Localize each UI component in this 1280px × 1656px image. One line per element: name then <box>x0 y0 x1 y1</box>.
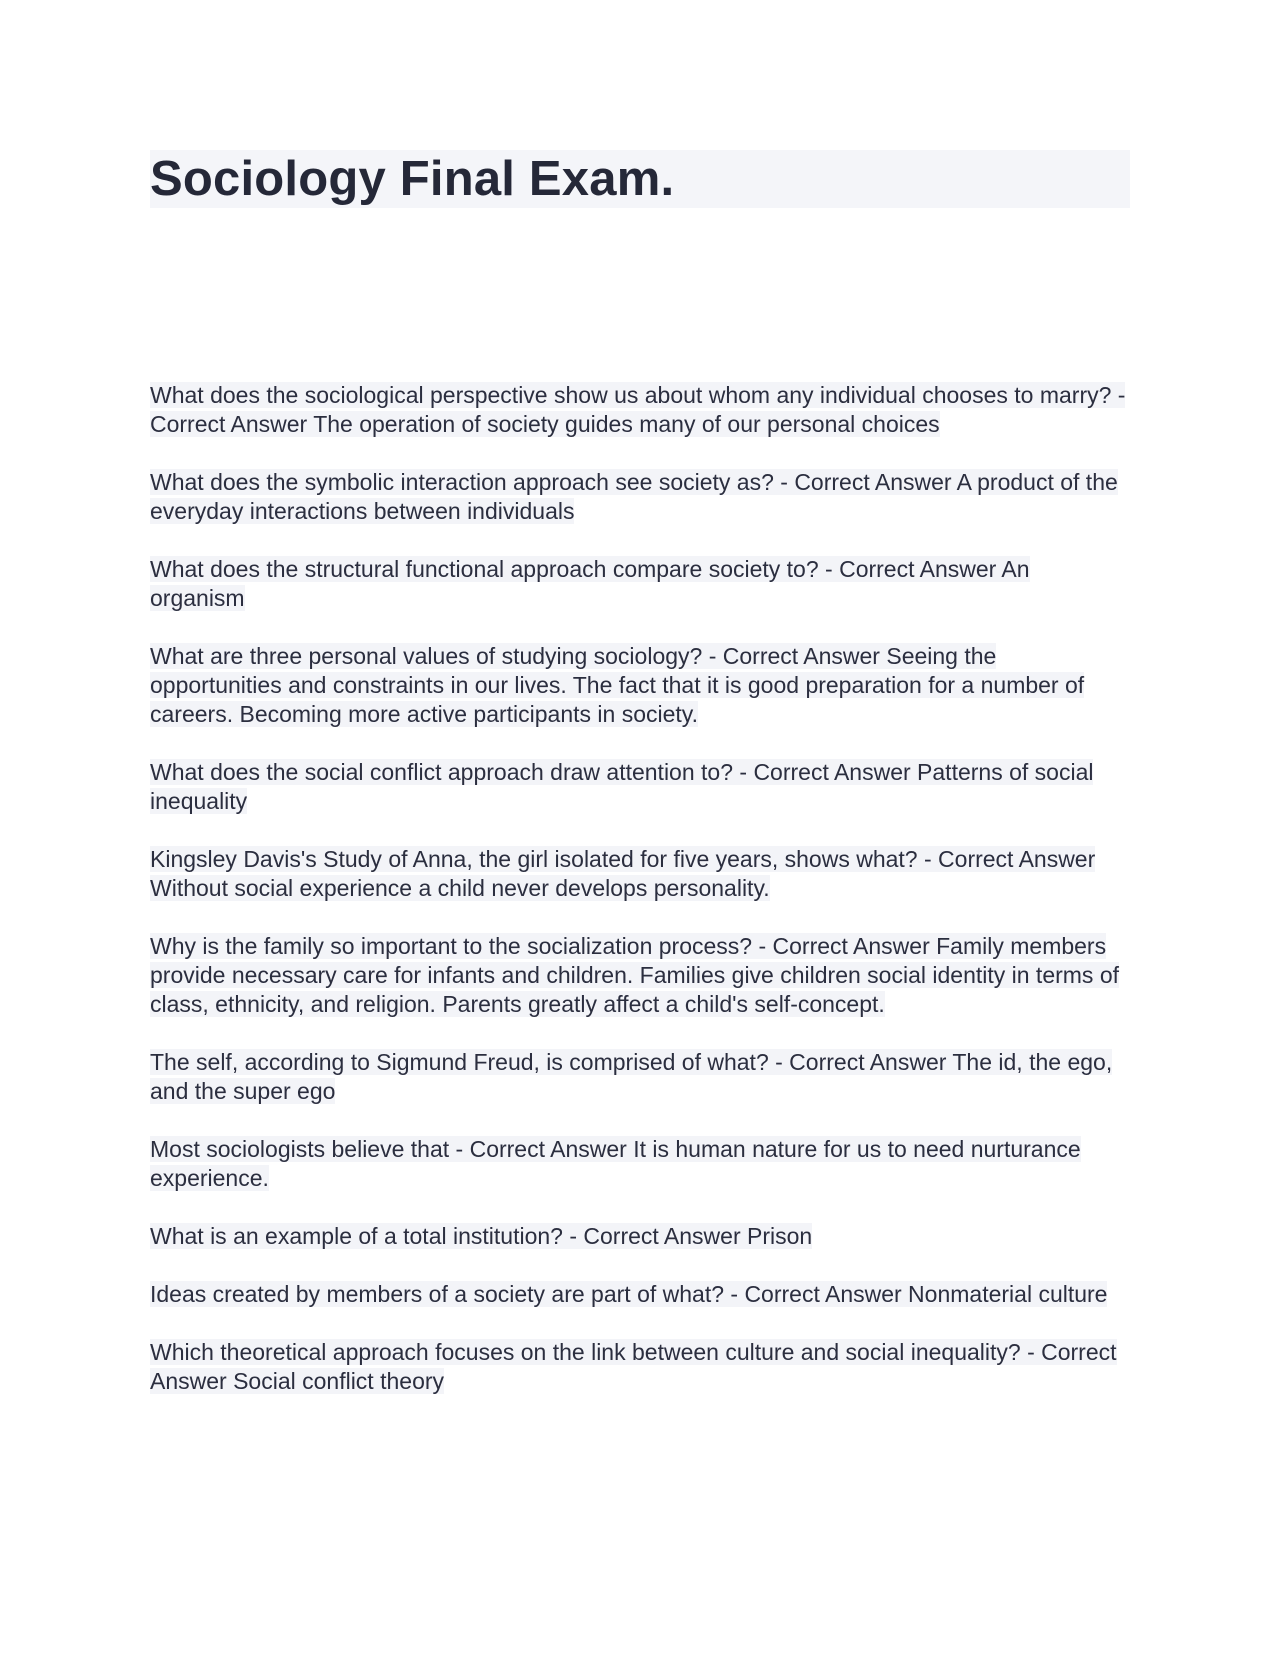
qa-text: What does the symbolic interaction approach see society as? - Correct Answer A product of the everyday interactions between individuals <box>150 469 1118 524</box>
qa-item <box>150 381 1130 439</box>
qa-text: What are three personal values of studying sociology? - Correct Answer Seeing the opportunities and constraints in our lives. The fact that it is good preparation for a number of careers. Becoming more active participants in society. <box>150 643 1085 727</box>
document-title: Sociology Final Exam. <box>150 150 1130 208</box>
qa-text: Which theoretical approach focuses on the link between culture and social inequality? - Correct Answer Social conflict theory <box>150 1339 1117 1394</box>
qa-item <box>150 1338 1130 1396</box>
qa-item <box>150 1280 1130 1309</box>
qa-item <box>150 468 1130 526</box>
qa-text: Kingsley Davis's Study of Anna, the girl isolated for five years, shows what? - Correct Answer Without social experience a child never develops personality. <box>150 846 1096 901</box>
qa-text: The self, according to Sigmund Freud, is comprised of what? - Correct Answer The id, the ego, and the super ego <box>150 1049 1113 1104</box>
qa-text: What is an example of a total institution? - Correct Answer Prison <box>150 1223 813 1249</box>
qa-text: Most sociologists believe that - Correct Answer It is human nature for us to need nurturance experience. <box>150 1136 1081 1191</box>
qa-text: What does the sociological perspective show us about whom any individual chooses to marry? - Correct Answer The operation of society guides many of our personal choices <box>150 382 1126 437</box>
qa-item <box>150 758 1130 816</box>
qa-item <box>150 555 1130 613</box>
qa-item <box>150 1222 1130 1251</box>
qa-text: What does the social conflict approach draw attention to? - Correct Answer Patterns of social inequality <box>150 759 1094 814</box>
qa-text: Ideas created by members of a society are part of what? - Correct Answer Nonmaterial culture <box>150 1281 1108 1307</box>
qa-list <box>150 381 1130 1396</box>
qa-item <box>150 932 1130 1019</box>
qa-text: Why is the family so important to the socialization process? - Correct Answer Family members provide necessary care for infants and children. Families give children social identity in terms of class, ethnicity, and religion. Parents greatly affect a child's self-concept. <box>150 933 1119 1017</box>
qa-text: What does the structural functional approach compare society to? - Correct Answer An organism <box>150 556 1030 611</box>
qa-item <box>150 1048 1130 1106</box>
qa-item <box>150 642 1130 729</box>
qa-item <box>150 1135 1130 1193</box>
qa-item <box>150 845 1130 903</box>
document-page <box>150 150 1130 1425</box>
